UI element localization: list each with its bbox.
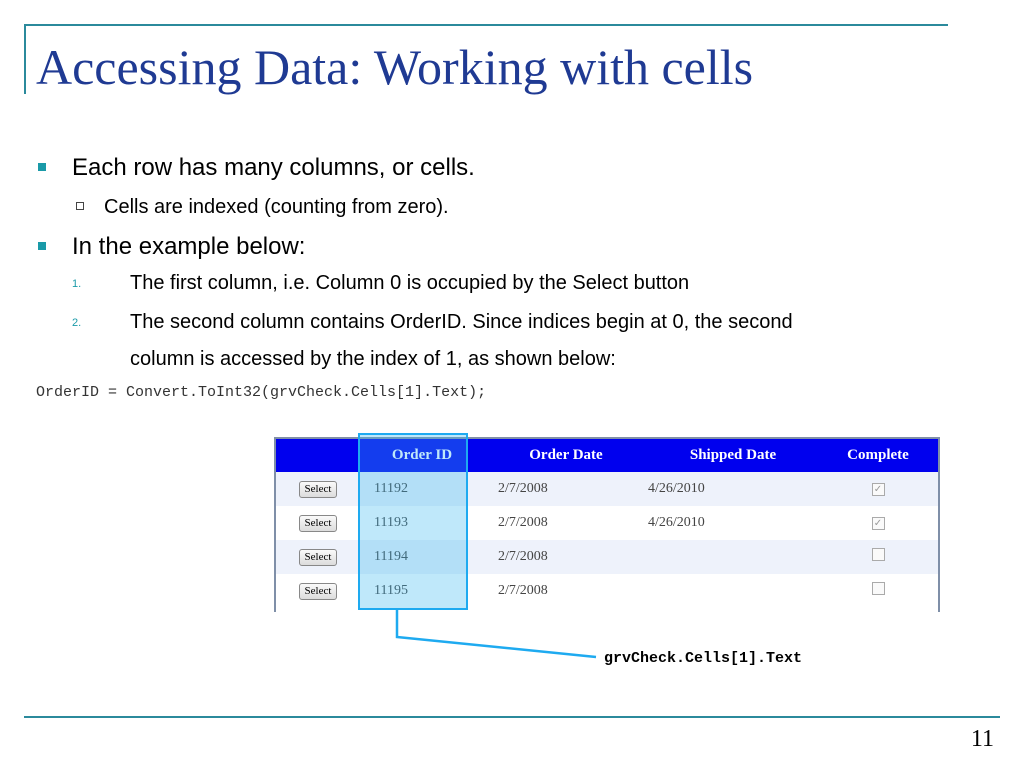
header-select xyxy=(276,439,360,472)
title-frame-top-line xyxy=(24,24,948,26)
shipped-date-cell: 4/26/2010 xyxy=(648,472,818,506)
numbered-item-text: The second column contains OrderID. Since indices begin at 0, the second xyxy=(130,311,793,333)
complete-checkbox[interactable] xyxy=(872,582,885,595)
complete-cell xyxy=(818,472,938,506)
title-frame-left-line xyxy=(24,24,26,94)
header-order-id: Order ID xyxy=(360,439,484,472)
shipped-date-cell xyxy=(648,574,818,608)
order-id-cell: 11194 xyxy=(360,540,484,574)
bullet-text: Each row has many columns, or cells. xyxy=(72,154,475,181)
complete-cell xyxy=(818,574,938,608)
square-bullet-icon xyxy=(38,242,46,250)
select-cell xyxy=(276,540,360,574)
footer-line xyxy=(24,716,1000,718)
complete-checkbox[interactable] xyxy=(872,548,885,561)
hollow-square-bullet-icon xyxy=(76,202,84,210)
callout-label: grvCheck.Cells[1].Text xyxy=(604,650,803,667)
complete-checkbox[interactable]: ✓ xyxy=(872,517,885,530)
select-button[interactable]: Select xyxy=(299,515,338,532)
code-snippet: OrderID = Convert.ToInt32(grvCheck.Cells[1].Text); xyxy=(36,384,487,401)
numbered-item-continuation: column is accessed by the index of 1, as shown below: xyxy=(130,348,616,370)
sub-bullet-text: Cells are indexed (counting from zero). xyxy=(104,196,449,218)
header-order-date: Order Date xyxy=(484,439,648,472)
complete-checkbox[interactable]: ✓ xyxy=(872,483,885,496)
order-id-cell: 11192 xyxy=(360,472,484,506)
select-button[interactable]: Select xyxy=(299,583,338,600)
slide-title: Accessing Data: Working with cells xyxy=(36,39,754,95)
order-date-cell: 2/7/2008 xyxy=(484,506,648,540)
numbered-item-text: The first column, i.e. Column 0 is occupied by the Select button xyxy=(130,272,690,294)
header-shipped-date: Shipped Date xyxy=(648,439,818,472)
order-date-cell: 2/7/2008 xyxy=(484,540,648,574)
square-bullet-icon xyxy=(38,163,46,171)
select-cell xyxy=(276,506,360,540)
numbered-item xyxy=(72,311,793,334)
order-date-cell: 2/7/2008 xyxy=(484,472,648,506)
order-id-cell: 11193 xyxy=(360,506,484,540)
order-date-cell: 2/7/2008 xyxy=(484,574,648,608)
shipped-date-cell: 4/26/2010 xyxy=(648,506,818,540)
order-id-cell: 11195 xyxy=(360,574,484,608)
bullet-text: In the example below: xyxy=(72,233,306,260)
sub-bullet-item xyxy=(76,196,449,219)
bullet-item xyxy=(38,154,475,182)
select-cell xyxy=(276,472,360,506)
shipped-date-cell xyxy=(648,540,818,574)
item-number: 1. xyxy=(72,277,82,290)
select-cell xyxy=(276,574,360,608)
page-number: 11 xyxy=(970,726,994,752)
select-button[interactable]: Select xyxy=(299,481,338,498)
bullet-item xyxy=(38,233,305,261)
select-button[interactable]: Select xyxy=(299,549,338,566)
complete-cell xyxy=(818,540,938,574)
item-number: 2. xyxy=(72,316,82,329)
numbered-item xyxy=(72,272,689,295)
complete-cell xyxy=(818,506,938,540)
header-complete: Complete xyxy=(818,439,938,472)
order-id-column-highlight xyxy=(358,433,468,610)
